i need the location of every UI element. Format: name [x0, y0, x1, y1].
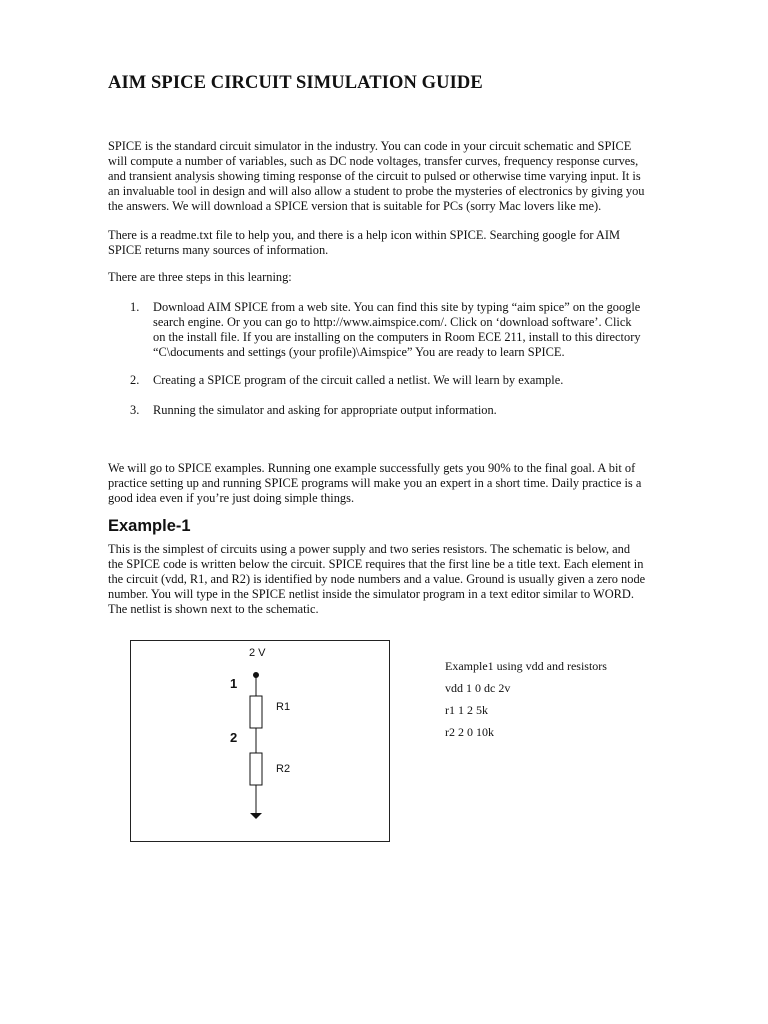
ground-icon: [250, 813, 262, 819]
r2-label: R2: [276, 763, 291, 775]
help-line: There is a readme.txt file to help you, and there is a help icon within SPICE. Searching google for AIM: [108, 228, 621, 242]
steps-intro-text: There are three steps in this learning:: [108, 270, 292, 284]
netlist-listing: [445, 655, 607, 743]
intro-line: SPICE is the standard circuit simulator in the industry. You can code in your circuit schematic and SPICE: [108, 139, 632, 153]
intro-paragraph: [108, 139, 663, 214]
example1-line: number. You will type in the SPICE netlist inside the simulator program in a text editor similar to WORD.: [108, 586, 634, 601]
netlist-line: vdd 1 0 dc 2v: [445, 681, 511, 695]
example1-line: the circuit (vdd, R1, and R2) is identified by node numbers and a value. Ground is usually given a zero node: [108, 571, 646, 586]
intro-line: and transient analysis showing timing response of the circuit to pulsed or otherwise time varying input. It is: [108, 168, 641, 183]
examples-paragraph: [108, 461, 663, 506]
node1-label: 1: [230, 676, 238, 691]
step-text: [153, 403, 673, 418]
intro-line: will compute a number of variables, such as DC node voltages, transfer curves, frequency response curves,: [108, 153, 639, 168]
steps-intro: [108, 270, 663, 285]
schematic-frame: [130, 640, 390, 842]
help-paragraph: [108, 228, 663, 258]
netlist-line: r2 2 0 10k: [445, 725, 494, 739]
r1-label: R1: [276, 701, 291, 713]
examples-line: practice setting up and running SPICE programs will make you an expert in a short time. Daily practice is a: [108, 475, 642, 490]
step-line: Creating a SPICE program of the circuit called a netlist. We will learn by example.: [153, 373, 564, 387]
intro-line: the answers. We will download a SPICE version that is suitable for PCs (sorry Mac lovers like me).: [108, 198, 602, 213]
supply-label: 2 V: [249, 647, 266, 659]
example1-line: the SPICE code is written below the circuit. SPICE requires that the first line be a title text. Each element in: [108, 556, 644, 571]
examples-line: We will go to SPICE examples. Running one example successfully gets you 90% to the final goal. A bit of: [108, 461, 636, 475]
step-line: on the install file. If you are installing on the computers in Room ECE 211, install to this directory: [153, 329, 641, 344]
document-title: AIM SPICE CIRCUIT SIMULATION GUIDE: [108, 73, 483, 93]
intro-line: an invaluable tool in design and will also allow a student to probe the mysteries of electronics by giving you: [108, 183, 645, 198]
step-number: 3.: [130, 403, 140, 417]
step-line: Download AIM SPICE from a web site. You can find this site by typing “aim spice” on the google: [153, 300, 641, 314]
step-text: [153, 300, 673, 360]
example1-heading: Example-1: [108, 517, 191, 535]
step-number: 2.: [130, 373, 140, 387]
node2-label: 2: [230, 730, 238, 745]
resistor-r1: [250, 696, 262, 728]
step-line: search engine. Or you can go to http://www.aimspice.com/. Click on ‘download software’. Click: [153, 314, 632, 329]
step-line: Running the simulator and asking for appropriate output information.: [153, 403, 497, 417]
example1-paragraph: [108, 542, 663, 617]
example1-line: The netlist is shown next to the schematic.: [108, 601, 319, 616]
circuit-schematic: [131, 641, 389, 841]
step-number: 1.: [130, 300, 140, 314]
step-line: “C\documents and settings (your profile)\Aimspice” You are ready to learn SPICE.: [153, 344, 565, 359]
example1-line: This is the simplest of circuits using a power supply and two series resistors. The schematic is below, and: [108, 542, 631, 556]
netlist-title-line: Example1 using vdd and resistors: [445, 659, 607, 673]
step-text: [153, 373, 673, 388]
help-line: SPICE returns many sources of information.: [108, 242, 329, 257]
examples-line: good idea even if you’re just doing simple things.: [108, 490, 355, 505]
resistor-r2: [250, 753, 262, 785]
netlist-line: r1 1 2 5k: [445, 703, 488, 717]
